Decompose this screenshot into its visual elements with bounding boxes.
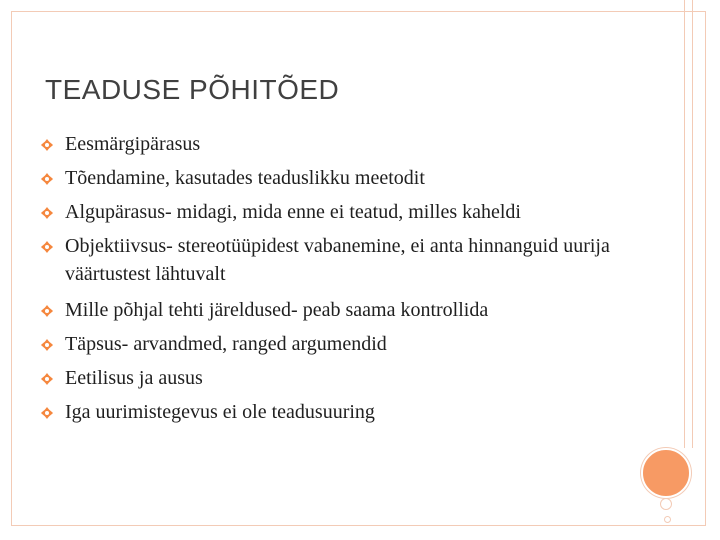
bullet-text: Mille põhjal tehti järeldused- peab saama kontrollida — [65, 299, 489, 321]
list-item — [40, 164, 660, 192]
bullet-text: Tõendamine, kasutades teaduslikku meetodit — [65, 167, 425, 189]
bullet-text: Iga uurimistegevus ei ole teadusuuring — [65, 401, 375, 423]
decorative-circle-small — [664, 516, 671, 523]
decorative-circle-medium — [660, 498, 672, 510]
list-item — [40, 130, 660, 158]
fleuron-bullet-icon — [40, 206, 54, 220]
bullet-text: Eetilisus ja ausus — [65, 367, 203, 389]
bullet-text: Eesmärgipärasus — [65, 133, 201, 155]
fleuron-bullet-icon — [40, 406, 54, 420]
fleuron-bullet-icon — [40, 304, 54, 318]
bullet-list — [40, 130, 660, 432]
decorative-line — [692, 0, 693, 448]
list-item — [40, 398, 660, 426]
fleuron-bullet-icon — [40, 172, 54, 186]
list-item — [40, 296, 660, 324]
list-item — [40, 232, 660, 288]
bullet-text: Algupärasus- midagi, mida enne ei teatud, milles kaheldi — [65, 201, 521, 223]
list-item — [40, 198, 660, 226]
list-item — [40, 364, 660, 392]
fleuron-bullet-icon — [40, 138, 54, 152]
list-item — [40, 330, 660, 358]
slide-title: TEADUSE PÕHITÕED — [45, 74, 340, 105]
fleuron-bullet-icon — [40, 240, 54, 254]
fleuron-bullet-icon — [40, 372, 54, 386]
bullet-text: Objektiivsus- stereotüüpidest vabanemine, ei anta hinnanguid uurija väärtustest lähtuvalt — [65, 235, 610, 285]
decorative-line — [684, 0, 685, 448]
bullet-text: Täpsus- arvandmed, ranged argumendid — [65, 333, 387, 355]
decorative-circle-large — [641, 448, 691, 498]
fleuron-bullet-icon — [40, 338, 54, 352]
